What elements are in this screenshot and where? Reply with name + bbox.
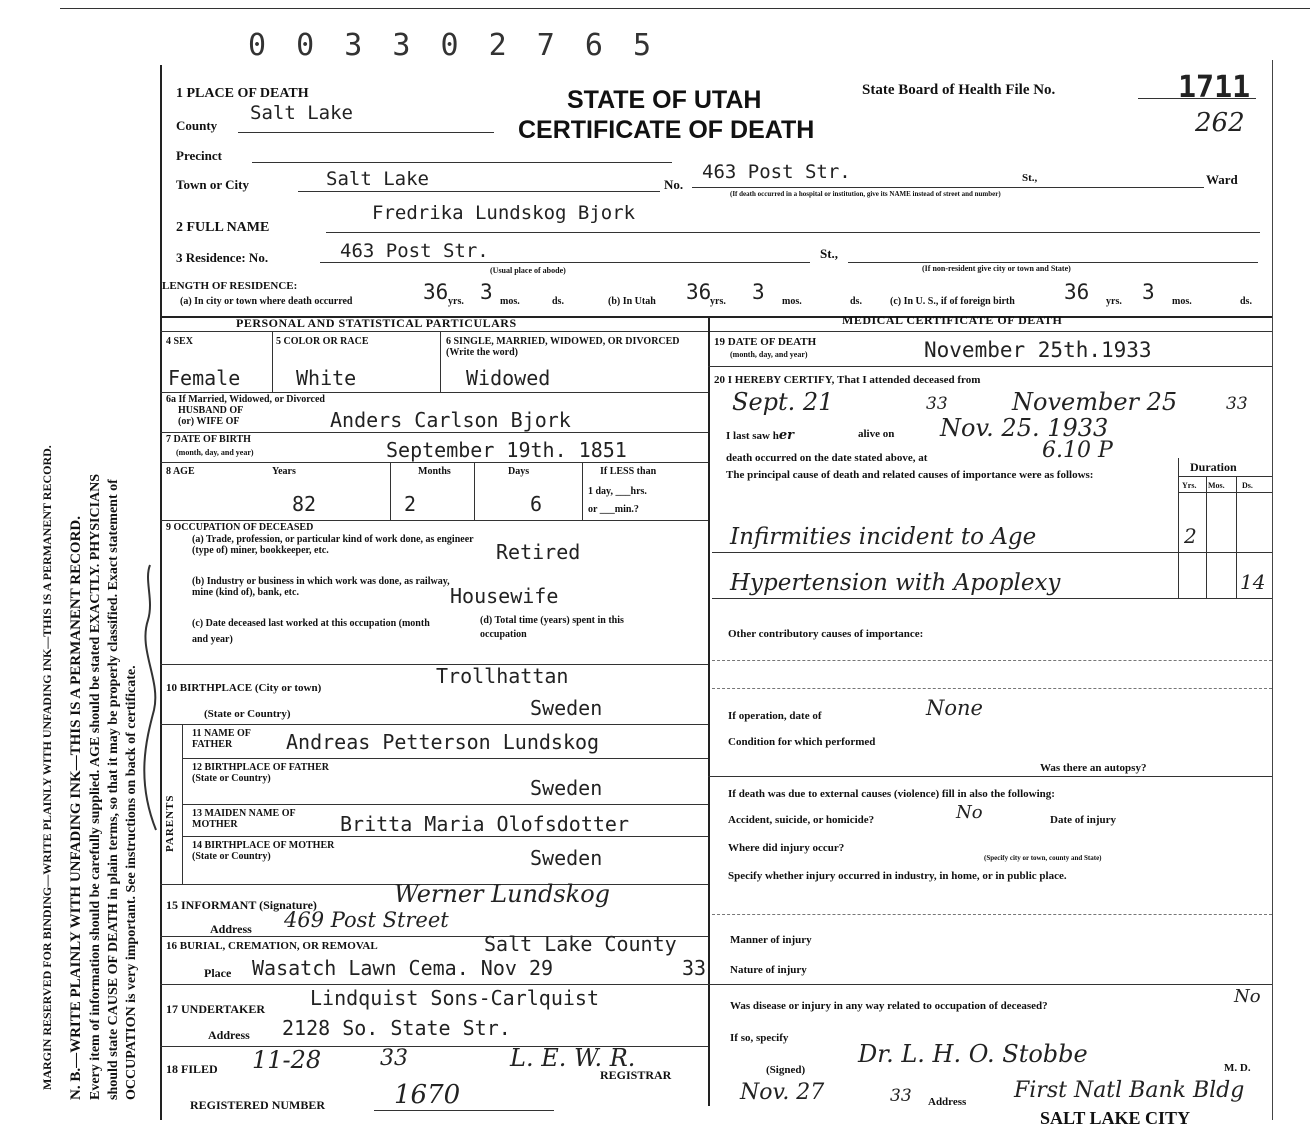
- dob-sub: (month, day, and year): [176, 448, 254, 457]
- age-years-label: Years: [272, 466, 296, 477]
- length-b-ds-unit: ds.: [850, 296, 862, 307]
- undertaker-address-label: Address: [208, 1028, 250, 1042]
- mother-value: Britta Maria Olofsdotter: [340, 812, 629, 836]
- injury-date-label: Date of injury: [1050, 814, 1116, 826]
- md-label: M. D.: [1224, 1062, 1251, 1074]
- length-a-yrs: 36: [423, 280, 449, 304]
- mother-birthplace: Sweden: [530, 846, 603, 870]
- certify-label: 20 I HEREBY CERTIFY, That I attended deceased from: [714, 374, 981, 386]
- last-saw-date: Nov. 25. 1933: [940, 414, 1109, 442]
- occupation-value: Retired: [496, 540, 581, 564]
- attended-to-year: 33: [1226, 394, 1248, 414]
- usual-abode-note: (Usual place of abode): [490, 266, 566, 275]
- spouse-label-3: (or) WIFE OF: [178, 416, 240, 427]
- birthplace-city: Trollhattan: [436, 664, 569, 688]
- city-stamp: SALT LAKE CITY: [1040, 1108, 1191, 1128]
- operation-value: None: [926, 696, 983, 720]
- external-causes-label: If death was due to external causes (violence) fill in also the following:: [728, 788, 1055, 800]
- cause-2-duration: 14: [1240, 570, 1266, 594]
- registrar-label: REGISTRAR: [600, 1068, 672, 1082]
- death-time: 6.10 P: [1042, 438, 1113, 463]
- dob-label: 7 DATE OF BIRTH: [166, 434, 251, 445]
- length-b-mos: 3: [752, 280, 765, 304]
- filed-year: 33: [380, 1046, 408, 1071]
- serial-number: 0 0 3 3 0 2 7 6 5: [248, 28, 658, 63]
- occ-related-value: No: [1234, 986, 1261, 1007]
- informant-address-label: Address: [210, 922, 252, 936]
- town-label: Town or City: [176, 177, 249, 192]
- length-b-yrs: 36: [686, 280, 712, 304]
- duration-days-label: Ds.: [1242, 481, 1253, 490]
- signed-label: (Signed): [766, 1064, 806, 1076]
- dod-sub: (month, day, and year): [730, 350, 808, 359]
- duration-label: Duration: [1190, 460, 1237, 474]
- filed-date: 11-28: [252, 1046, 322, 1074]
- sex-value: Female: [168, 366, 241, 390]
- registered-number-label: REGISTERED NUMBER: [190, 1098, 326, 1112]
- length-b-yrs-unit: yrs.: [710, 296, 726, 307]
- last-saw-pronoun: er: [778, 428, 794, 443]
- father-birthplace: Sweden: [530, 776, 603, 800]
- length-a-ds-unit: ds.: [552, 296, 564, 307]
- right-border: [1272, 60, 1273, 1120]
- cause-1-duration: 2: [1184, 524, 1197, 548]
- length-c-yrs-unit: yrs.: [1106, 296, 1122, 307]
- residence-st-label: St.,: [820, 246, 839, 261]
- industry-question: Specify whether injury occurred in industry, in home, or in public place.: [728, 870, 1067, 882]
- cause-label: The principal cause of death and related causes of importance were as follows:: [726, 469, 1094, 481]
- hospital-note: (If death occurred in a hospital or institution, give its NAME instead of street and number): [730, 190, 1001, 198]
- filed-label: 18 FILED: [166, 1062, 218, 1076]
- occupation-c-label: (c) Date deceased last worked at this occupation (month and year): [192, 618, 430, 645]
- margin-note-3: should state CAUSE OF DEATH in plain terms, so that it may be properly classified. Exact statement of: [106, 479, 121, 1100]
- duration-months-label: Mos.: [1208, 481, 1225, 490]
- margin-note-2: Every item of information should be carefully supplied. AGE should be stated EXACTLY. PHYSICIANS: [88, 473, 103, 1100]
- full-name-value: Fredrika Lundskog Bjork: [372, 202, 636, 224]
- margin-binding-text: MARGIN RESERVED FOR BINDING—WRITE PLAINLY WITH UNFADING INK—THIS IS A PERMANENT RECORD.: [40, 445, 54, 1090]
- parents-label: PARENTS: [164, 794, 176, 852]
- occupation-label: 9 OCCUPATION OF DECEASED: [166, 522, 314, 533]
- burial-place: Wasatch Lawn Cema. Nov 29: [252, 956, 554, 980]
- length-b-mos-unit: mos.: [782, 296, 802, 307]
- top-border: [60, 8, 1310, 9]
- medical-heading: MEDICAL CERTIFICATE OF DEATH: [842, 313, 1063, 327]
- nature-label: Nature of injury: [730, 964, 807, 976]
- contributory-label: Other contributory causes of importance:: [728, 628, 924, 640]
- burial-year: 33: [682, 956, 707, 980]
- age-days-value: 6: [530, 492, 543, 516]
- length-c-mos-unit: mos.: [1172, 296, 1192, 307]
- where-injury-note: (Specify city or town, county and State): [984, 854, 1102, 862]
- father-birthplace-label: 12 BIRTHPLACE OF FATHER (State or Country): [192, 762, 329, 784]
- spouse-label-2: HUSBAND OF: [178, 405, 244, 416]
- burial-label: 16 BURIAL, CREMATION, OR REMOVAL: [166, 940, 378, 952]
- burial-place-label: Place: [204, 966, 232, 980]
- center-divider: [708, 316, 710, 1106]
- last-saw-label: I last saw her: [726, 428, 794, 443]
- town-value: Salt Lake: [326, 168, 429, 190]
- birthplace-country: Sweden: [530, 696, 603, 720]
- color-value: White: [296, 366, 357, 390]
- length-c-yrs: 36: [1064, 280, 1090, 304]
- condition-label: Condition for which performed: [728, 736, 876, 748]
- father-value: Andreas Petterson Lundskog: [286, 730, 600, 754]
- signed-date: Nov. 27: [740, 1080, 825, 1105]
- age-months-value: 2: [404, 492, 417, 516]
- length-a-mos: 3: [480, 280, 493, 304]
- spouse-value: Anders Carlson Bjork: [330, 408, 571, 432]
- undertaker-address: 2128 So. State Str.: [282, 1016, 511, 1040]
- nonresident-note: (If non-resident give city or town and State): [922, 264, 1071, 273]
- length-a-label: (a) In city or town where death occurred: [180, 296, 353, 307]
- informant-address: 469 Post Street: [284, 908, 449, 932]
- if-so-label: If so, specify: [730, 1032, 789, 1044]
- residence-value: 463 Post Str.: [340, 240, 489, 262]
- mother-birthplace-label: 14 BIRTHPLACE OF MOTHER (State or Country): [192, 840, 335, 862]
- occupation-d-label: (d) Total time (years) spent in this occupation: [480, 615, 624, 640]
- street-no-label: No.: [664, 177, 684, 192]
- place-of-death-label: 1 PLACE OF DEATH: [176, 86, 309, 101]
- manner-label: Manner of injury: [730, 934, 812, 946]
- full-name-label: 2 FULL NAME: [176, 220, 270, 235]
- ward-label: Ward: [1206, 172, 1238, 187]
- dod-value: November 25th.1933: [924, 338, 1152, 362]
- dob-value: September 19th. 1851: [386, 438, 627, 462]
- age-days-label: Days: [508, 466, 530, 477]
- autopsy-label: Was there an autopsy?: [1040, 762, 1147, 774]
- sex-label: 4 SEX: [166, 336, 193, 347]
- file-no-label: State Board of Health File No.: [862, 82, 1056, 98]
- age-label: 8 AGE: [166, 466, 195, 477]
- signed-year: 33: [890, 1086, 912, 1106]
- registered-number: 1670: [394, 1080, 461, 1110]
- accident-label: Accident, suicide, or homicide?: [728, 814, 875, 826]
- personal-heading: PERSONAL AND STATISTICAL PARTICULARS: [236, 316, 517, 330]
- length-a-mos-unit: mos.: [500, 296, 520, 307]
- length-b-label: (b) In Utah: [608, 296, 656, 307]
- duration-years-label: Yrs.: [1182, 481, 1197, 490]
- informant-label: 15 INFORMANT (Signature): [166, 898, 317, 912]
- margin-note-4: OCCUPATION is very important. See instructions on back of certificate.: [124, 665, 139, 1100]
- cause-1: Infirmities incident to Age: [730, 524, 1037, 550]
- length-c-label: (c) In U. S., if of foreign birth: [890, 296, 1015, 307]
- burial-value: Salt Lake County: [484, 932, 677, 956]
- death-occurred-label: death occurred on the date stated above, at: [726, 452, 928, 464]
- st-label: St.,: [1022, 172, 1038, 184]
- undertaker-label: 17 UNDERTAKER: [166, 1002, 266, 1016]
- state-title: STATE OF UTAH: [567, 86, 762, 114]
- file-no-handwritten: 262: [1195, 108, 1245, 138]
- margin-note-1: N. B.—WRITE PLAINLY WITH UNFADING INK—THIS IS A PERMANENT RECORD.: [68, 516, 84, 1100]
- county-label: County: [176, 118, 218, 133]
- birthplace-label: 10 BIRTHPLACE (City or town): [166, 682, 322, 694]
- father-label: 11 NAME OF FATHER: [192, 728, 251, 750]
- margin-signature-mark: [126, 560, 166, 840]
- less-or: or ___min.?: [588, 504, 639, 515]
- residence-label: 3 Residence: No.: [176, 250, 269, 265]
- marital-label: 6 SINGLE, MARRIED, WIDOWED, OR DIVORCED (Write the word): [446, 336, 680, 358]
- dod-label: 19 DATE OF DEATH: [714, 336, 817, 348]
- industry-value: Housewife: [450, 584, 559, 608]
- length-c-mos: 3: [1142, 280, 1155, 304]
- attended-from-year: 33: [926, 394, 948, 414]
- precinct-label: Precinct: [176, 148, 222, 163]
- informant-signature: Werner Lundskog: [394, 880, 611, 908]
- birthplace-state-label: (State or Country): [204, 708, 291, 720]
- operation-label: If operation, date of: [728, 710, 822, 722]
- occupation-a-label: (a) Trade, profession, or particular kind of work done, as engineer (type of) miner, bookkeeper, etc.: [192, 534, 474, 556]
- physician-address-label: Address: [928, 1096, 967, 1108]
- street-value: 463 Post Str.: [702, 161, 851, 183]
- color-label: 5 COLOR OR RACE: [276, 336, 369, 347]
- occ-related-label: Was disease or injury in any way related to occupation of deceased?: [730, 1000, 1048, 1012]
- age-months-label: Months: [418, 466, 451, 477]
- length-c-ds-unit: ds.: [1240, 296, 1252, 307]
- length-residence-label: LENGTH OF RESIDENCE:: [162, 280, 298, 292]
- county-value: Salt Lake: [250, 102, 353, 124]
- physician-address: First Natl Bank Bldg: [1014, 1078, 1245, 1103]
- less-than-label: If LESS than: [600, 466, 657, 477]
- file-no: 1711: [1178, 70, 1251, 105]
- attended-from: Sept. 21: [732, 388, 834, 416]
- age-years-value: 82: [292, 492, 317, 516]
- marital-value: Widowed: [466, 366, 551, 390]
- registrar-signature: L. E. W. R.: [510, 1044, 636, 1072]
- length-a-yrs-unit: yrs.: [448, 296, 464, 307]
- accident-value: No: [956, 802, 983, 823]
- less-day: 1 day, ___hrs.: [588, 486, 647, 497]
- physician-signature: Dr. L. H. O. Stobbe: [858, 1040, 1088, 1068]
- certificate-title: CERTIFICATE OF DEATH: [518, 116, 815, 144]
- mother-label: 13 MAIDEN NAME OF MOTHER: [192, 808, 296, 830]
- where-injury-label: Where did injury occur?: [728, 842, 845, 854]
- attended-to: November 25: [1012, 388, 1178, 416]
- spouse-label-1: 6a If Married, Widowed, or Divorced: [166, 394, 325, 405]
- alive-on-label: alive on: [858, 428, 895, 440]
- undertaker-value: Lindquist Sons-Carlquist: [310, 986, 599, 1010]
- cause-2: Hypertension with Apoplexy: [730, 570, 1061, 596]
- occupation-b-label: (b) Industry or business in which work was done, as railway, mine (kind of), bank, etc.: [192, 576, 450, 598]
